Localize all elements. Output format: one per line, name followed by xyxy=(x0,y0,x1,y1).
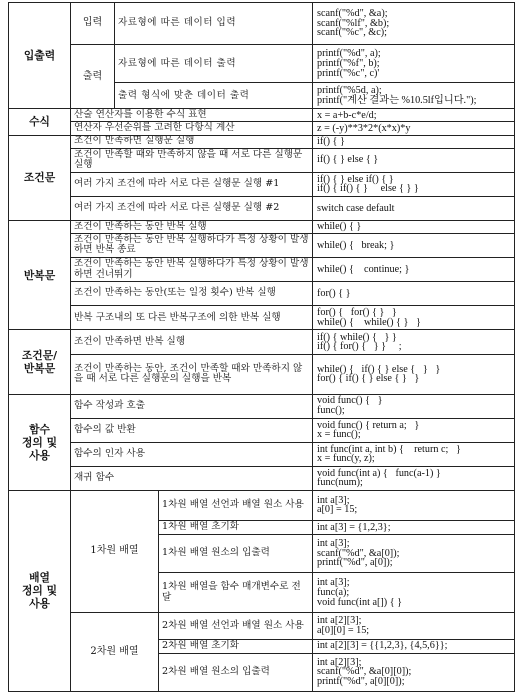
row-description: 조건이 만족하는 동안(또는 일정 횟수) 반복 실행 xyxy=(71,282,313,306)
row-code: printf("%5d, a); printf("계산 결과는 %10.5lf입니다."); xyxy=(313,83,515,109)
row-description: 자료형에 따른 데이터 입력 xyxy=(115,3,313,45)
row-code: scanf("%d", &a); scanf("%lf", &b); scanf("%c", &c); xyxy=(313,3,515,45)
row-description: 조건이 만족하는 동안 반복 실행하다가 특정 상황이 발생하면 반복 종료 xyxy=(71,233,313,257)
table-row xyxy=(9,418,515,442)
row-code: if() { } else { } xyxy=(313,148,515,172)
table-row xyxy=(9,109,515,122)
row-description: 조건이 만족하는 동안 반복 실행 xyxy=(71,220,313,233)
table-row xyxy=(9,306,515,330)
table-row xyxy=(9,122,515,135)
row-code: while() { if() { } else { } } for() { if() { } else { } } xyxy=(313,355,515,394)
table-row xyxy=(9,613,515,639)
row-description: 조건이 만족하는 동안, 조건이 만족할 때와 만족하지 않을 때 서로 다른 실행문의 실행을 반복 xyxy=(71,355,313,394)
row-description: 2차원 배열 원소의 입출력 xyxy=(159,653,313,691)
subcategory-2d-array: 2차원 배열 xyxy=(71,613,159,692)
row-description: 1차원 배열을 함수 매개변수로 전달 xyxy=(159,573,313,613)
row-description: 함수의 값 반환 xyxy=(71,418,313,442)
table-row xyxy=(9,172,515,196)
row-code: int a[3]; a[0] = 15; xyxy=(313,490,515,520)
row-description: 1차원 배열 원소의 입출력 xyxy=(159,535,313,573)
row-code: int a[3]; func(a); void func(int a[]) { } xyxy=(313,573,515,613)
row-description: 함수 작성과 호출 xyxy=(71,394,313,418)
table-row xyxy=(9,220,515,233)
row-description: 2차원 배열 선언과 배열 원소 사용 xyxy=(159,613,313,639)
row-code: int a[3] = {1,2,3}; xyxy=(313,521,515,535)
row-code: int a[2][3] = {{1,2,3}, {4,5,6}}; xyxy=(313,639,515,653)
row-description: 1차원 배열 선언과 배열 원소 사용 xyxy=(159,490,313,520)
row-code: if() { } xyxy=(313,135,515,148)
row-description: 조건이 만족하면 실행문 실행 xyxy=(71,135,313,148)
row-description: 조건이 만족하는 동안 반복 실행하다가 특정 상황이 발생하면 건너뛰기 xyxy=(71,258,313,282)
table-row xyxy=(9,490,515,520)
row-description: 반복 구조내의 또 다른 반복구조에 의한 반복 실행 xyxy=(71,306,313,330)
row-code: for() { for() { } } while() { while() { } } xyxy=(313,306,515,330)
row-description: 2차원 배열 초기화 xyxy=(159,639,313,653)
category-func: 함수 정의 및 사용 xyxy=(9,394,71,490)
curriculum-table xyxy=(8,2,515,692)
row-code: z = (-y)**3*2*(x*x)*y xyxy=(313,122,515,135)
table-row xyxy=(9,148,515,172)
table-row xyxy=(9,282,515,306)
row-description: 조건이 만족할 때와 만족하지 않을 때 서로 다른 실행문 실행 xyxy=(71,148,313,172)
category-array: 배열 정의 및 사용 xyxy=(9,490,71,691)
table-row xyxy=(9,135,515,148)
table-row xyxy=(9,330,515,355)
category-expr: 수식 xyxy=(9,109,71,135)
row-code: void func() { } func(); xyxy=(313,394,515,418)
row-code: if() { while() { } } if() { for() { } } ; xyxy=(313,330,515,355)
category-io: 입출력 xyxy=(9,3,71,109)
row-description: 출력 형식에 맞춘 데이터 출력 xyxy=(115,83,313,109)
row-description: 여러 가지 조건에 따라 서로 다른 실행문 실행 #1 xyxy=(71,172,313,196)
row-description: 1차원 배열 초기화 xyxy=(159,521,313,535)
row-description: 자료형에 따른 데이터 출력 xyxy=(115,45,313,83)
table-row xyxy=(9,394,515,418)
row-code: while() { break; } xyxy=(313,233,515,257)
category-loop: 반복문 xyxy=(9,220,71,329)
row-description: 연산자 우선순위를 고려한 다항식 계산 xyxy=(71,122,313,135)
subcategory-output: 출력 xyxy=(71,45,115,109)
row-description: 함수의 인자 사용 xyxy=(71,442,313,466)
subcategory-input: 입력 xyxy=(71,3,115,45)
row-code: int a[2][3]; a[0][0] = 15; xyxy=(313,613,515,639)
row-code: void func(int a) { func(a-1) } func(num); xyxy=(313,466,515,490)
category-cond: 조건문 xyxy=(9,135,71,220)
row-code: x = a+b-c*e/d; xyxy=(313,109,515,122)
row-code: printf("%d", a); printf("%f", b); printf("%c", c)' xyxy=(313,45,515,83)
table-row xyxy=(9,258,515,282)
row-description: 재귀 함수 xyxy=(71,466,313,490)
table-row xyxy=(9,466,515,490)
row-description: 조건이 만족하면 반복 실행 xyxy=(71,330,313,355)
row-code: while() { } xyxy=(313,220,515,233)
table-row xyxy=(9,355,515,394)
table-row xyxy=(9,3,515,45)
row-code: for() { } xyxy=(313,282,515,306)
subcategory-1d-array: 1차원 배열 xyxy=(71,490,159,613)
row-code: int a[2][3]; scanf("%d", &a[0][0]); printf("%d", a[0][0]); xyxy=(313,653,515,691)
row-code: int func(int a, int b) { return c; } x = func(y, z); xyxy=(313,442,515,466)
row-code: switch case default xyxy=(313,196,515,220)
table-row xyxy=(9,45,515,83)
row-code: int a[3]; scanf("%d", &a[0]); printf("%d", a[0]); xyxy=(313,535,515,573)
row-description: 여러 가지 조건에 따라 서로 다른 실행문 실행 #2 xyxy=(71,196,313,220)
table-row xyxy=(9,233,515,257)
table-row xyxy=(9,196,515,220)
row-code: while() { continue; } xyxy=(313,258,515,282)
row-code: if() { } else if() { } if() { if() { } else { } } xyxy=(313,172,515,196)
row-code: void func() { return a; } x = func(); xyxy=(313,418,515,442)
category-cond-loop: 조건문/ 반복문 xyxy=(9,330,71,394)
table-row xyxy=(9,442,515,466)
row-description: 산술 연산자를 이용한 수식 표현 xyxy=(71,109,313,122)
